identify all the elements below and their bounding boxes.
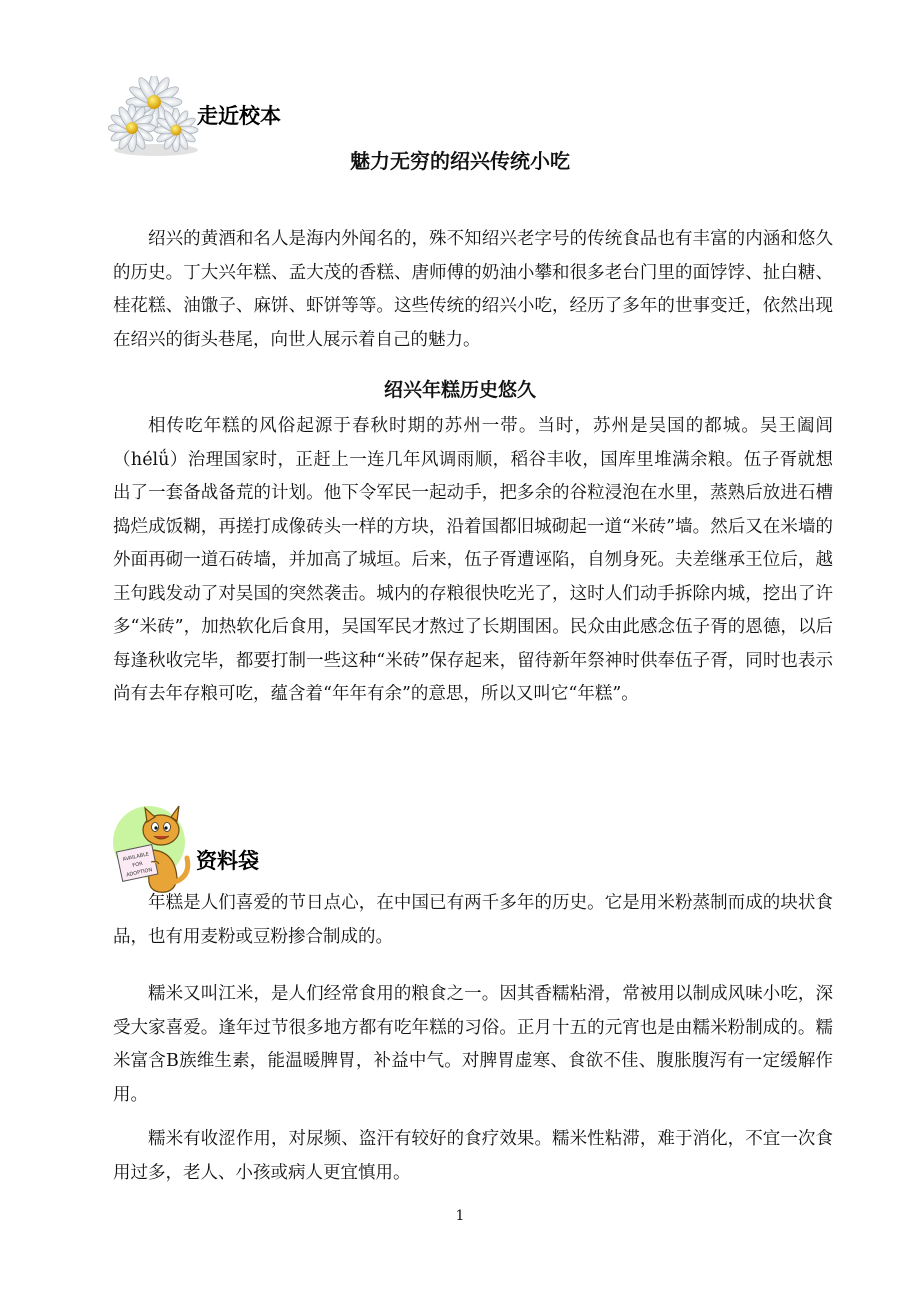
subtitle-niangao-history: 绍兴年糕历史悠久 bbox=[383, 379, 536, 401]
svg-text:ADOPTION: ADOPTION bbox=[125, 867, 153, 879]
info-paragraph-2: 糯米又叫江米，是人们经常食用的粮食之一。因其香糯粘滑，常被用以制成风味小吃，深受大家喜爱。逢年过节很多地方都有吃年糕的习俗。正月十五的元宵也是由糯米粉制成的。糯米富含B族维生素，能温暖脾胃，补益中气。对脾胃虚寒、食欲不佳、腹胀腹泻有一定缓解作用。 bbox=[113, 984, 833, 1105]
intro-paragraph: 绍兴的黄酒和名人是海内外闻名的，殊不知绍兴老字号的传统食品也有丰富的内涵和悠久的历史。丁大兴年糕、孟大茂的香糕、唐师傅的奶油小攀和很多老台门里的面饽饽、扯白糖、桂花糕、油馓子、麻饼、虾饼等等。这些传统的绍兴小吃，经历了多年的世事变迁，依然出现在绍兴的街头巷尾，向世人展示着自己的魅力。 bbox=[113, 229, 833, 350]
article-title: 魅力无穷的绍兴传统小吃 bbox=[350, 149, 570, 173]
cartoon-cat-icon bbox=[113, 800, 199, 896]
page-number: 1 bbox=[455, 1208, 465, 1224]
svg-text:FOR: FOR bbox=[131, 860, 144, 869]
section-heading-info-bag: 资料袋 bbox=[196, 849, 259, 873]
info-paragraph-1: 年糕是人们喜爱的节日点心，在中国已有两千多年的历史。它是用米粉蒸制而成的块状食品，也有用麦粉或豆粉掺合制成的。 bbox=[113, 893, 833, 947]
info-paragraph-3: 糯米有收涩作用，对尿频、盗汗有较好的食疗效果。糯米性粘滞，难于消化，不宜一次食用过多，老人、小孩或病人更宜慎用。 bbox=[113, 1129, 833, 1183]
history-paragraph: 相传吃年糕的风俗起源于春秋时期的苏州一带。当时，苏州是吴国的都城。吴王阖闾（hélǘ）治理国家时，正赶上一连几年风调雨顺，稻谷丰收，国库里堆满余粮。伍子胥就想出了一套备战备荒的计划。他下令军民一起动手，把多余的谷粒浸泡在水里，蒸熟后放进石槽捣烂成饭糊，再搓打成像砖头一样的方块，沿着国都旧城砌起一道“米砖”墙。然后又在米墙的外面再砌一道石砖墙，并加高了城垣。后来，伍子胥遭诬陷，自刎身死。夫差继承王位后，越王句践发动了对吴国的突然袭击。城内的存粮很快吃光了，这时人们动手拆除内城，挖出了许多“米砖”，加热软化后食用，吴国军民才熬过了长期围困。民众由此感念伍子胥的恩德，以后每逢秋收完毕，都要打制一些这种“米砖”保存起来，留待新年祭神时供奉伍子胥，同时也表示尚有去年存粮可吃，蕴含着“年年有余”的意思，所以又叫它“年糕”。 bbox=[113, 416, 833, 704]
section-heading-school: 走近校本 bbox=[197, 104, 281, 128]
svg-text:AVAILABLE: AVAILABLE bbox=[122, 851, 150, 863]
